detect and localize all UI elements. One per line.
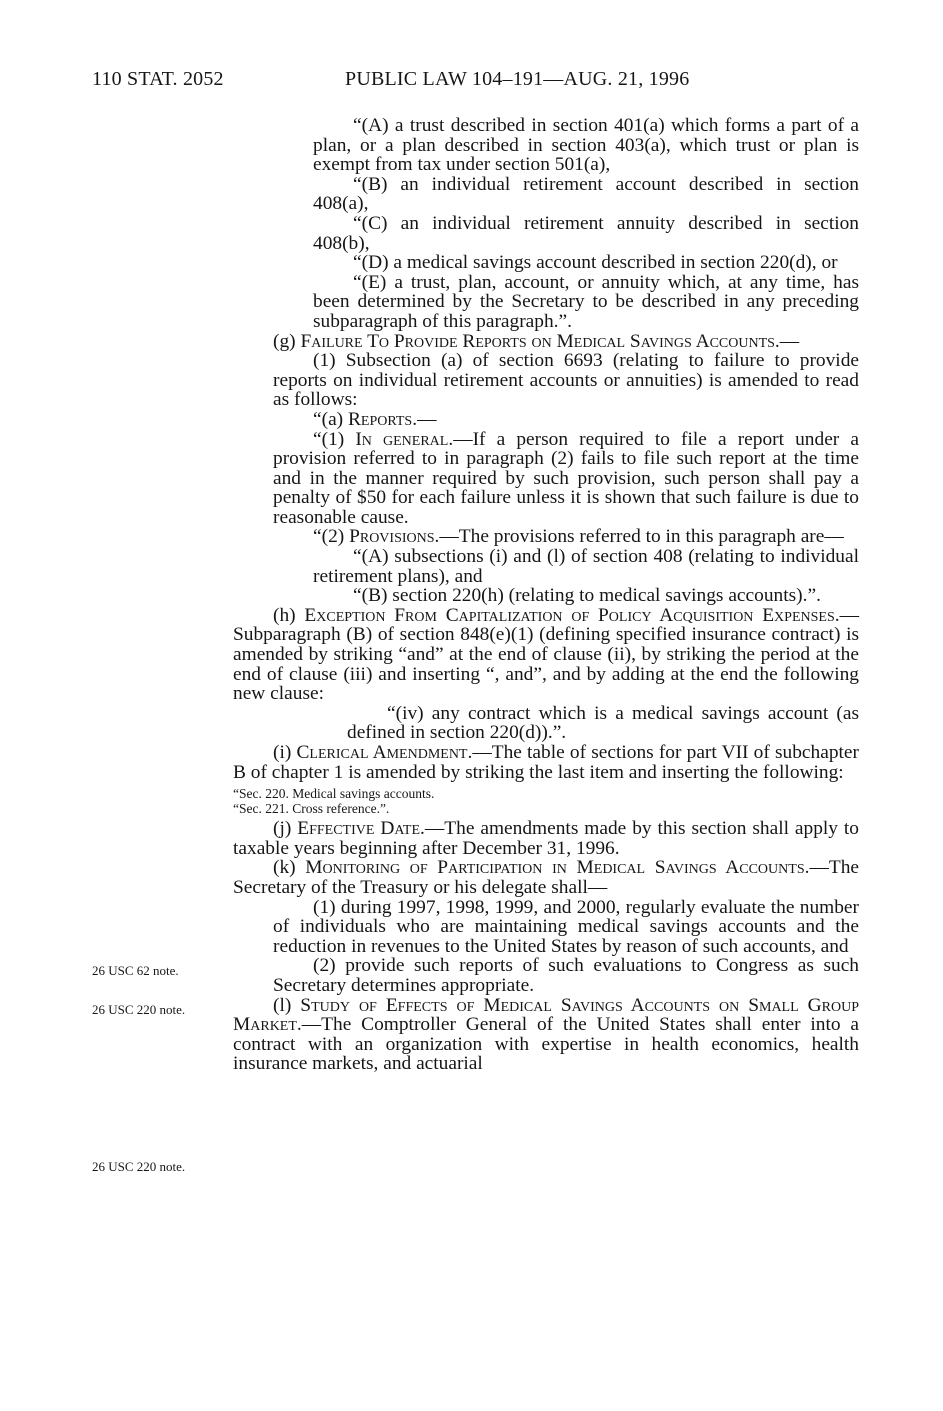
page-number-header: 110 STAT. 2052 xyxy=(92,68,224,90)
subsection-k xyxy=(233,858,859,897)
g2-heading: Provisions. xyxy=(349,526,440,548)
paragraph-g2b: “(B) section 220(h) (relating to medical savings accounts).”. xyxy=(353,585,821,607)
subsection-j xyxy=(233,819,859,858)
subsection-j-text: —The amendments made by this section shall apply to taxable years beginning after December 31, 1996. xyxy=(233,818,860,859)
g1-general-text: —If a person required to file a report under a provision referred to in paragraph (2) fails to file such report at the time and in the manner required by such provision, such person shall pay a penalty of $50 for each failure unless it is shown that such failure is due to reasonable cause. xyxy=(273,428,859,528)
paragraph-c: “(C) an individual retirement annuity described in section 408(b), xyxy=(313,212,859,254)
paragraph-g2a: “(A) subsections (i) and (l) of section 408 (relating to individual retirement plans), and xyxy=(313,546,859,587)
paragraph-d: “(D) a medical savings account described in section 220(d), or xyxy=(353,252,838,274)
subsection-h-heading: Exception From Capitalization of Policy Acquisition Expenses. xyxy=(304,604,840,626)
body-text xyxy=(233,116,859,1074)
table-of-sections xyxy=(233,786,859,816)
subsection-l-heading: Study of Effects of Medical Savings Accounts on Small Group Market. xyxy=(233,994,859,1036)
subsection-h-text: —Subparagraph (B) of section 848(e)(1) (defining specified insurance contract) is amended by striking “and” at the end of clause (ii), by striking the period at the end of clause (iii) and inserting “, and”, and by adding at the end the following new clause: xyxy=(233,604,859,705)
subsection-g-heading: Failure To Provide Reports on Medical Savings Accounts. xyxy=(300,330,780,352)
subsection-g-label: (g) xyxy=(273,330,301,352)
toc-item: “Sec. 220. Medical savings accounts. xyxy=(233,786,435,802)
margin-note: 26 USC 220 note. xyxy=(92,1002,186,1017)
paragraph-g1-general xyxy=(233,430,859,528)
paragraph-a: “(A) a trust described in section 401(a) which forms a part of a plan, or a plan described in section 403(a), which trust or plan is exempt from tax under section 501(a), xyxy=(313,115,859,176)
subsection-ga-heading: Reports. xyxy=(347,408,418,430)
g2-text: —The provisions referred to in this paragraph are— xyxy=(439,526,844,548)
subsection-i-label: (i) xyxy=(273,742,297,763)
subsection-l xyxy=(233,996,859,1074)
toc-item: “Sec. 221. Cross reference.”. xyxy=(233,801,390,817)
margin-note: 26 USC 220 note. xyxy=(92,1159,186,1174)
subsection-i-text: —The table of sections for part VII of subchapter B of chapter 1 is amended by striking the last item and inserting the following: xyxy=(233,742,859,783)
paragraph-e: “(E) a trust, plan, account, or annuity which, at any time, has been determined by the Secretary to be described in any preceding subparagraph of this paragraph.”. xyxy=(313,271,859,332)
subsection-h xyxy=(233,606,859,704)
paragraph-k1: (1) during 1997, 1998, 1999, and 2000, regularly evaluate the number of individuals who are maintaining medical savings accounts and the reduction in revenues to the United States by reason of such accounts, and xyxy=(273,896,859,957)
g1-general-label: “(1) xyxy=(313,428,356,450)
subsection-i-heading: Clerical Amendment. xyxy=(296,742,473,763)
g1-general-heading: In general. xyxy=(355,428,454,450)
margin-note: 26 USC 62 note. xyxy=(92,963,179,978)
subsection-j-heading: Effective Date. xyxy=(297,818,425,840)
paragraph-g1: (1) Subsection (a) of section 6693 (relating to failure to provide reports on individual retirement accounts or annuities) is amended to read as follows: xyxy=(273,350,859,411)
subsection-ga-label: “(a) xyxy=(313,408,348,430)
paragraph-b: “(B) an individual retirement account described in section 408(a), xyxy=(313,173,859,215)
subsection-ga xyxy=(233,410,859,430)
subsection-g-dash: — xyxy=(779,330,800,352)
subsection-k-heading: Monitoring of Participation in Medical Savings Accounts. xyxy=(305,857,810,879)
subsection-ga-dash: — xyxy=(417,408,437,430)
g2-label: “(2) xyxy=(313,526,350,548)
public-law-header: PUBLIC LAW 104–191—AUG. 21, 1996 xyxy=(345,68,690,90)
subsection-l-text: —The Comptroller General of the United States shall enter into a contract with an organization with expertise in health economics, health insurance markets, and actuarial xyxy=(233,1014,859,1075)
subsection-k-label: (k) xyxy=(273,857,306,879)
clause-iv: “(iv) any contract which is a medical savings account (as defined in section 220(d)).”. xyxy=(347,702,859,744)
subsection-h-label: (h) xyxy=(273,604,305,626)
subsection-j-label: (j) xyxy=(273,818,298,840)
subsection-l-label: (l) xyxy=(273,994,301,1016)
subsection-i xyxy=(233,743,859,782)
subsection-g xyxy=(233,332,859,352)
subsection-k-text: —The Secretary of the Treasury or his delegate shall— xyxy=(233,857,859,898)
paragraph-g2 xyxy=(233,527,859,547)
paragraph-k2: (2) provide such reports of such evaluations to Congress as such Secretary determines appropriate. xyxy=(273,955,859,996)
